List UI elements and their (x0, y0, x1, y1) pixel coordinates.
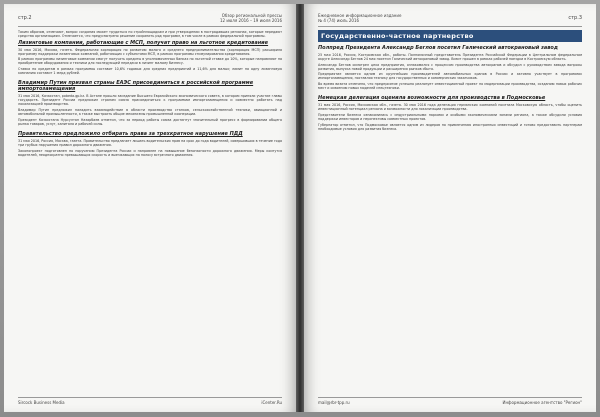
left-footer-site: iCenter.Ru (261, 400, 282, 405)
right-page-footer (318, 397, 582, 406)
left-page-number: стр.2 (18, 15, 32, 21)
article-paragraph: Президент Казахстана Нурсултан Назарбаев отметил, что за период работы союза достигнут значительный прогресс в формировании общего рынка товаров, услуг, капитала и рабочей силы. (18, 117, 282, 126)
left-page-header (18, 10, 282, 27)
right-header-line2: № 4 (74) июль 2016 (318, 18, 360, 23)
article-paragraph: 30 мая 2016, Москва, газета. Федеральная корпорация по развитию малого и среднего предпринимательства (корпорация МСП) расширила программу поддержки лизинговых компаний, работающих с субъектами МСП, в рамках программы стимулирования кредитования. (18, 47, 282, 56)
left-footer-publisher: Sircock Business Media (18, 400, 65, 405)
section-banner: Государственно-частное партнерство (318, 30, 582, 42)
right-header-line1: Ежедневное информационное издание (318, 13, 402, 18)
left-page-body (18, 30, 282, 395)
article-paragraph: Ставка по кредитам в рамках программы составит 10,6% годовых для средних предприятий и 11,6% для малых; лимит на одну лизинговую компанию составит 1 млрд рублей. (18, 67, 282, 76)
right-page-number: стр.3 (568, 15, 582, 21)
left-header-line1: Обзор региональной прессы (221, 13, 282, 18)
article-paragraph: Предприятие является одним из крупнейших производителей автомобильных кранов в России и активно участвует в программах импортозамещения, поставляя технику для государственных и коммерческих заказчиков. (318, 72, 582, 81)
left-intro-text: Таким образом, отмечают, вопрос создания может трудиться по стройплощадкам и при утверждении в пострадавших регионах, которые передают средства организациям. Отмечается, что предусмотрено решение сохранить ряд программ, в том числе в рамках федеральной программы. (18, 30, 282, 39)
right-footer-agency: Информационное агентство "Регион" (502, 400, 582, 405)
article-paragraph: В рамках программы лизинговые компании смогут получать кредиты в уполномоченных банках по льготной ставке до 10%, которые направляют на приобретение оборудования и техники для последующей передачи в лизинг малому бизнесу. (18, 57, 282, 66)
article-paragraph: 31 мая 2016, Казахстан, pobeda.gp.kz. В Астане прошло заседание Высшего Евразийского экономического совета, в котором приняли участие главы государств. Президент России предложил странам союза присоединиться к программам импортозамещения и совместно работать над локализацией производства. (18, 94, 282, 107)
left-page-footer (18, 397, 282, 406)
article-paragraph: Законопроект подготовлен по поручению Президента России и направлен на повышение безопасности дорожного движения. Меры коснутся водителей, неоднократно превышающих скорость и выезжающих на полосу встречного движения. (18, 148, 282, 157)
article-traffic (18, 131, 282, 157)
right-footer-email: mail@rbr-tpp.ru (318, 400, 350, 405)
right-page-header (318, 10, 582, 27)
article-paragraph: Губернатор отметил, что Подмосковье является одним из лидеров по привлечению иностранных инвестиций и готово предоставить партнерам необходимые условия для развития бизнеса. (318, 122, 582, 131)
right-page-body (318, 30, 582, 395)
article-paragraph: Владимир Путин предложил наладить взаимодействие в области производства станков, сельскохозяйственной техники, авиационной и автомобильной промышленности, а также выстроить общие механизмы промышленной кооперации. (18, 108, 282, 117)
article-title: Лизинговые компании, работающие с МСП, получат право на льготное кредитование (18, 39, 269, 46)
article-title: Немецкая делегация оценила возможности для производства в Подмосковье (318, 95, 546, 102)
article-paragraph: 31 мая 2016, Россия, Москва, газета. Правительство предлагает лишать водительских прав на срок до года водителей, совершивших в течение года три грубых нарушения правил дорожного движения. (18, 138, 282, 147)
article-leasing (18, 40, 282, 76)
article-paragraph: 25 мая 2016, Россия, Костромская обл., работы. Полномочный представитель Президента Российской Федерации в Центральном федеральном округе Александр Беглов 24 мая посетил Галический автокрановый завод. Визит прошел в рамках рабочей поездки в Костромскую область. (318, 53, 582, 62)
article-title: Полпред Президента Александр Беглов посетил Галический автокрановый завод (318, 45, 558, 51)
right-page (304, 4, 596, 412)
article-paragraph: Александр Беглов осмотрел цеха предприятия, ознакомился с процессом производства автокранов и обсудил с руководством завода вопросы развития, выпуска новой продукции и расширения рынков сбыта. (318, 62, 582, 71)
article-german-delegation (318, 95, 582, 131)
article-paragraph: 31 мая 2016, Россия, Московская обл., газета. 30 мая 2016 года делегация германских компаний посетила Московскую область, чтобы оценить инвестиционный потенциал региона и возможности для локализации производства. (318, 103, 582, 112)
left-header-line2: 12 июля 2016 – 19 июля 2016 (219, 18, 282, 23)
article-title: Владимир Путин призвал страны ЕАЭС присоединиться к российской программе импортозамещения (18, 80, 254, 93)
article-beglov (318, 45, 582, 90)
article-title: Правительство предложило отбирать права за трехкратное нарушение ПДД (18, 130, 243, 137)
left-page (4, 4, 296, 412)
article-paragraph: Представители бизнеса ознакомились с индустриальными парками и особыми экономическими зонами региона, а также обсудили условия поддержки инвесторов и перспективы совместных проектов. (318, 112, 582, 122)
book-gutter (296, 4, 304, 412)
article-paragraph: Во время визита отмечено, что предприятие успешно реализует инвестиционный проект по модернизации производства, созданию новых рабочих мест и освоению новых моделей спецтехники. (318, 82, 582, 91)
article-eaeu (18, 80, 282, 126)
